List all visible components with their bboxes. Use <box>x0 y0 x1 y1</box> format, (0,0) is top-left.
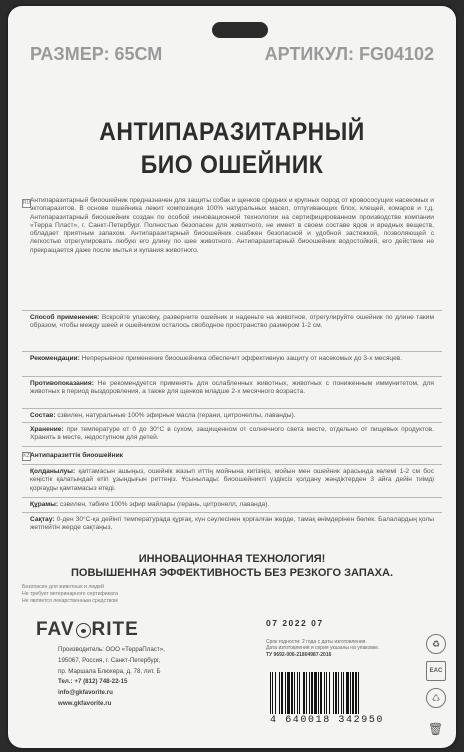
eac-icon: EAC <box>426 661 446 681</box>
article-label: АРТИКУЛ: FG04102 <box>264 44 434 64</box>
ru-usage-label: Способ применения: <box>30 314 100 321</box>
kz-marker: KZ <box>23 453 30 459</box>
brand-logo <box>36 619 139 641</box>
manufacturer-phone: Тел.: +7 (812) 748-22-15 <box>58 678 128 686</box>
paw-icon <box>76 623 91 638</box>
logo-text-start: FAV <box>36 619 75 640</box>
header-row <box>30 44 434 65</box>
shelf-life-line: Дата изготовления и серия указаны на упаковке. <box>266 645 380 652</box>
shelf-life-line: Срок годности: 2 года с даты изготовления. <box>266 639 367 645</box>
cert-item: Не является лекарственным средством <box>22 598 118 604</box>
product-title <box>26 116 438 182</box>
kz-store-text: 0-ден 30°С-қа дейінгі температурада құрғақ, күн сәулесінен қорғалған жерде, тамақ өнімдерінен бөлек. Балалардың қолы жетпейтін жерде сақтаңыз. <box>30 516 434 532</box>
production-date: 07 2022 07 <box>266 618 324 628</box>
manufacturer-info <box>58 645 228 710</box>
shelf-life-note <box>266 639 421 658</box>
trash-bin-icon: 🗑 <box>428 722 444 736</box>
divider <box>22 408 442 409</box>
ru-contraindications <box>30 380 434 397</box>
ru-comp-label: Состав: <box>30 412 56 419</box>
ru-recommendations <box>30 355 434 363</box>
tu-number: ТУ 9692-006-21804987-2016 <box>266 651 332 658</box>
ru-composition <box>30 412 434 420</box>
manufacturer-line: 195067, Россия, г. Санкт-Петербург, <box>58 656 161 664</box>
divider <box>22 512 442 513</box>
manufacturer-line: пр. Маршала Блюхера, д. 78, лит. Б <box>58 667 161 675</box>
innovation-line-1: ИННОВАЦИОННАЯ ТЕХНОЛОГИЯ! <box>138 553 326 565</box>
marking-icons <box>424 634 448 715</box>
certifications <box>22 584 118 605</box>
ru-contra-label: Противопоказания: <box>30 380 94 387</box>
divider <box>22 446 442 447</box>
kz-usage <box>30 468 434 493</box>
barcode <box>270 672 420 724</box>
recycle-icon: ♻ <box>426 634 446 654</box>
kz-composition <box>30 501 434 509</box>
ru-contra-text: Не рекомендуется применять для ослабленных животных, животных с пониженным иммунитетом, для животных в период выздоровления, а также для щенков младше 2-х месячного возраста. <box>30 380 434 396</box>
divider <box>22 351 442 352</box>
ru-marker: RU <box>23 200 31 206</box>
recycle-pp-icon: ♺ <box>426 688 446 708</box>
ru-store-label: Хранение: <box>30 426 64 433</box>
ru-description: Антипаразитарный биоошейник предназначен для защиты собак и щенков средних и крупных пород от кровососущих насекомых и эктопаразитов. В основе ошейника лежит композиция 100% натуральных масел, отпугивающих блох, клещей, комаров и т.д. Антипаразитарный биоошейник создан по особой инновационной технологии на сертифицированном производстве компании «Терра Пласт», г. Санкт-Петербург. Полностью безопасен для животного, не имеет в своем составе ядов и вредных веществ, обладает приятным запахом. Антипаразитарный биоошейник снабжен безопасной и удобной застежкой, позволяющей с легкостью отрегулировать любую его длину по шее животного. Антипаразитарный биоошейник водостойкий, его действие не прекращается даже после мытья и купания животного. <box>30 197 434 254</box>
ru-store-text: при температуре от 0 до 30°С в сухом, защищенном от солнечного света месте, отдельно от пищевых продуктов. Хранить в месте, недоступном для детей. <box>30 426 434 442</box>
innovation-line-2: ПОВЫШЕННАЯ ЭФФЕКТИВНОСТЬ БЕЗ РЕЗКОГО ЗАПАХА. <box>70 567 394 579</box>
ru-usage <box>30 314 434 331</box>
title-line-2: БИО ОШЕЙНИК <box>140 151 324 179</box>
barcode-bars <box>270 672 420 714</box>
kz-usage-text: қаптамасын ашыңыз, ошейнік жазып иттің мойнына кигізіңіз, мойын мен ошейник арасында көлемі 1-2 см бос кеңістік қалатындай етіп ұзындығын реттеңіз. Ұсынылады: биоошейникті үздіксіз қолдану жәндіктерден 3 айға дейін тиімді қорғауды қамтамасыз етеді. <box>30 468 434 492</box>
manufacturer-email: info@gkfavorite.ru <box>58 689 113 697</box>
divider <box>22 376 442 377</box>
cert-item: Безопасен для животных и людей <box>22 584 104 590</box>
logo-text-end: RITE <box>91 619 139 640</box>
barcode-bar <box>359 672 360 714</box>
divider <box>22 310 442 311</box>
size-label: РАЗМЕР: 65СМ <box>30 44 163 64</box>
innovation-banner <box>8 552 456 580</box>
manufacturer-line: Производитель: ООО «ТерраПласт», <box>58 646 165 653</box>
title-line-1: АНТИПАРАЗИТАРНЫЙ <box>99 118 365 146</box>
ru-rec-label: Рекомендации: <box>30 355 80 362</box>
kz-comp-text: сэвилен, табиғи 100% эфир майлары (герань, цитронелл, лаванда). <box>59 501 270 508</box>
kz-usage-label: Қолданылуы: <box>30 468 76 475</box>
kz-title <box>30 452 434 460</box>
ru-comp-text: сзвилен, натуральные 100% эфирные масла (герани, цитронеллы, лаванды). <box>57 412 296 419</box>
hang-hole <box>212 22 268 38</box>
kz-comp-label: Құрамы: <box>30 501 59 508</box>
divider <box>22 464 442 465</box>
divider <box>22 422 442 423</box>
kz-title-text: Антипаразиттік биоошейник <box>30 452 123 459</box>
ru-storage <box>30 426 434 443</box>
kz-store-label: Сақтау: <box>30 516 55 523</box>
cert-item: Не требует ветеринарного сертификата <box>22 591 119 597</box>
ru-usage-text: Вскройте упаковку, разверните ошейник и наденьте на животное, отрегулируйте ошейник по длине таким образом, чтобы между шеей и ошейником осталось свободное пространство размером 1-2 см. <box>30 314 435 330</box>
product-card <box>8 6 456 748</box>
kz-storage <box>30 516 434 533</box>
barcode-number: 4 640018 342950 <box>270 715 385 726</box>
ru-rec-text: Непрерывное применение биоошейника обеспечит эффективную защиту от насекомых до 3-х месяцев. <box>81 355 403 362</box>
manufacturer-web: www.gkfavorite.ru <box>58 699 112 707</box>
divider <box>22 497 442 498</box>
